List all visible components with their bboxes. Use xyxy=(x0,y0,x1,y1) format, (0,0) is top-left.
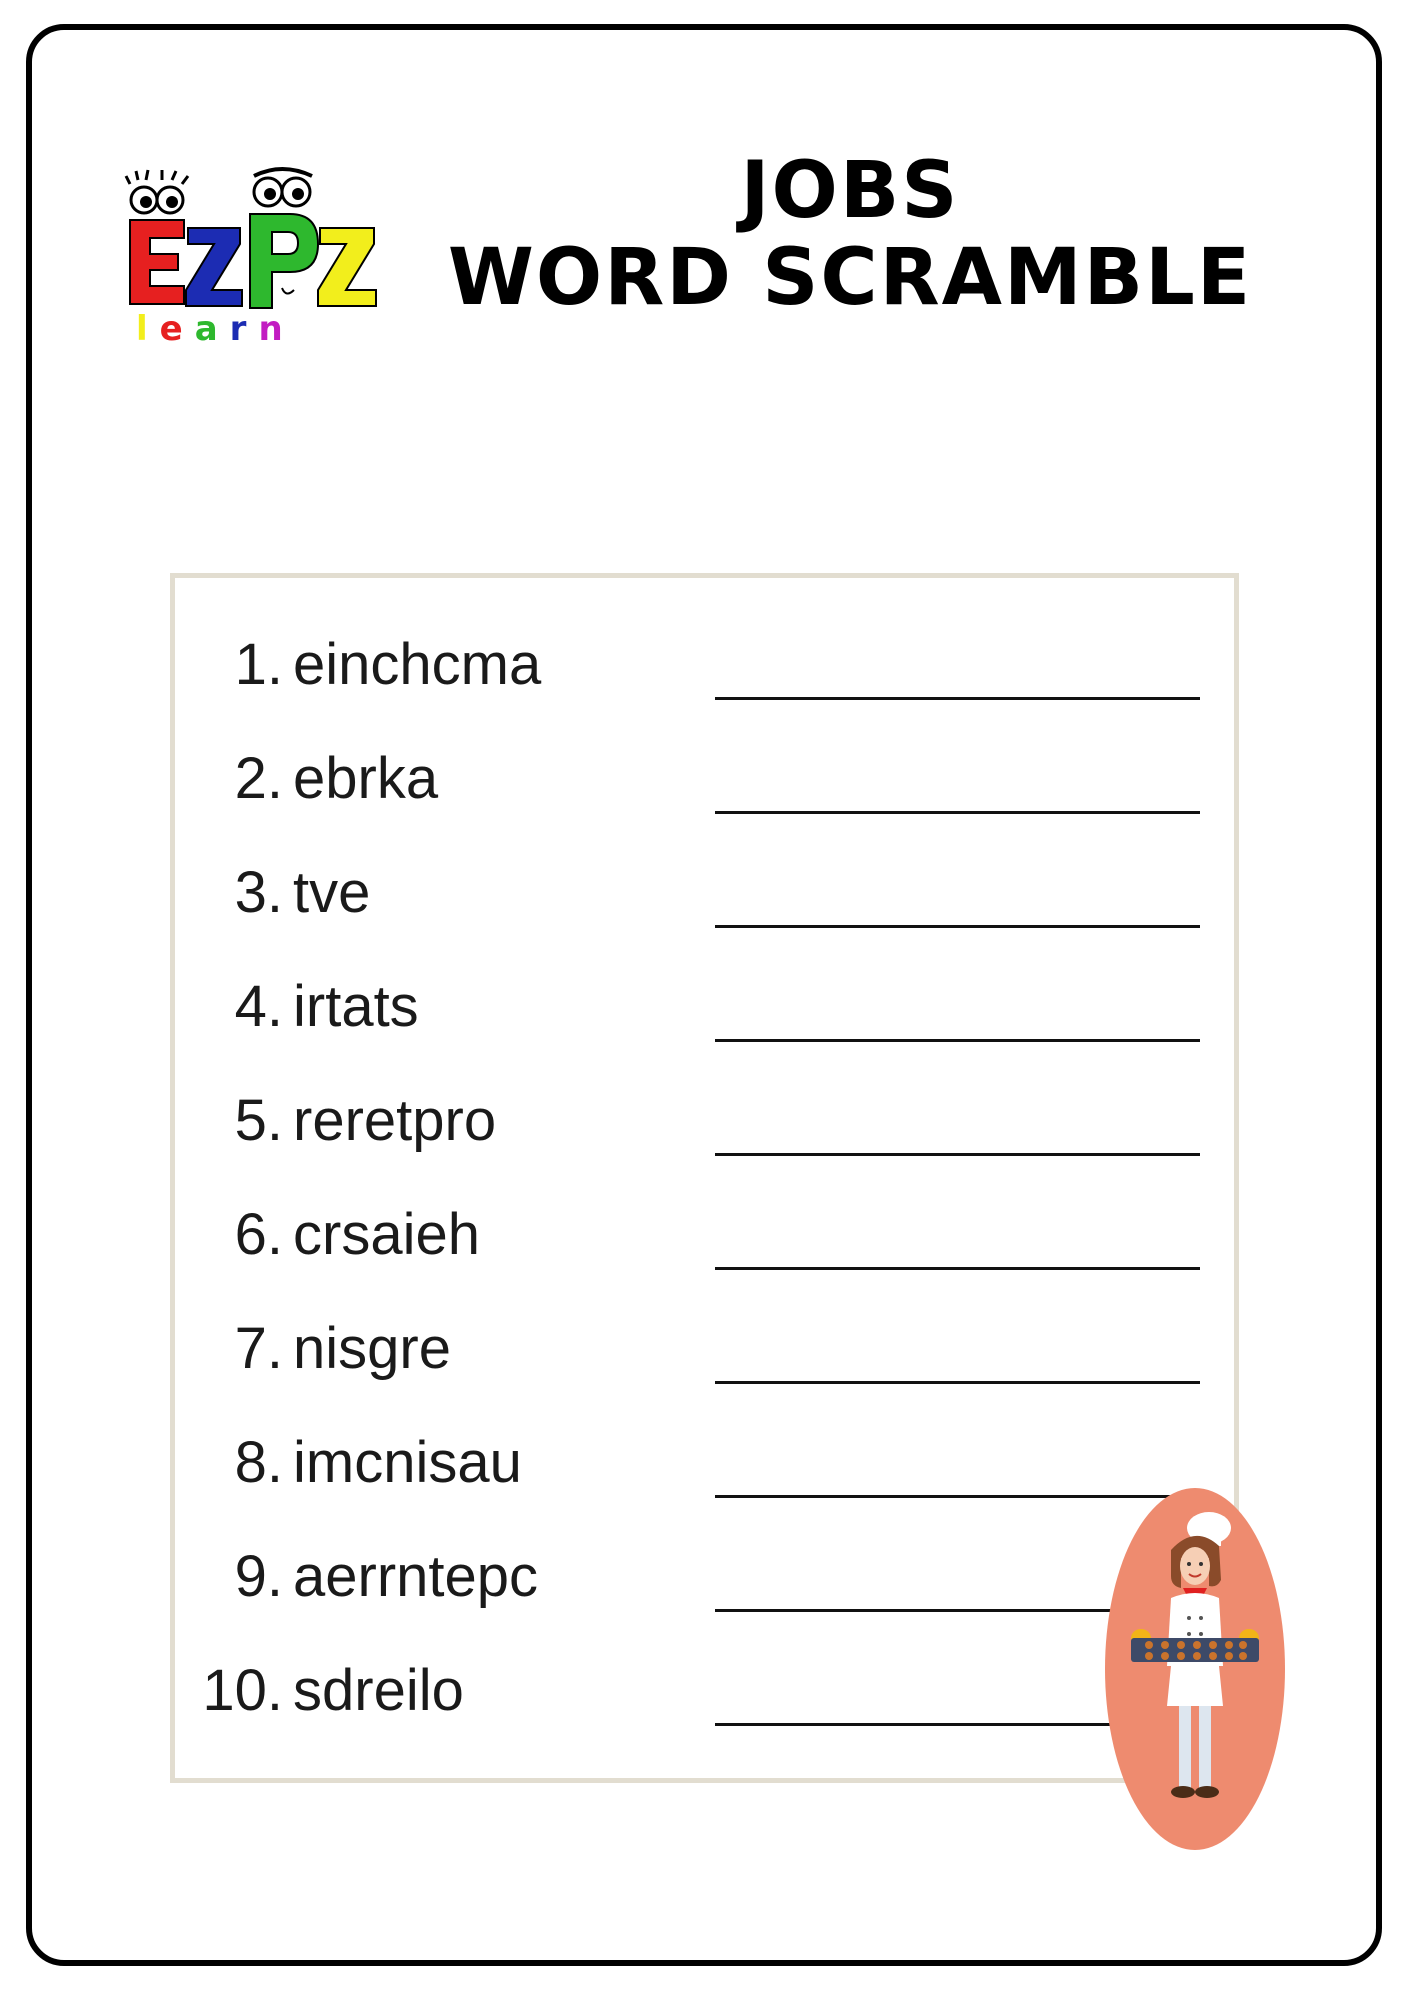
worksheet-title xyxy=(430,148,1270,323)
scrambled-word: irtats xyxy=(293,974,419,1039)
answer-line[interactable] xyxy=(715,811,1200,814)
list-item xyxy=(175,853,1215,933)
answer-line[interactable] xyxy=(715,1039,1200,1042)
item-number: 5. xyxy=(234,1088,283,1153)
list-item xyxy=(175,739,1215,819)
answer-line[interactable] xyxy=(715,697,1200,700)
logo-eyes-right-icon xyxy=(254,169,312,206)
item-number: 9. xyxy=(234,1544,283,1609)
scrambled-word: einchcma xyxy=(293,632,542,697)
item-number: 8. xyxy=(234,1430,283,1495)
title-line-1: JOBS xyxy=(740,146,960,236)
scrambled-word: ebrka xyxy=(293,746,439,811)
list-item xyxy=(175,1537,1215,1617)
answer-line[interactable] xyxy=(715,925,1200,928)
title-line-2: WORD SCRAMBLE xyxy=(447,233,1253,324)
item-number: 6. xyxy=(234,1202,283,1267)
list-item xyxy=(175,967,1215,1047)
scrambled-word: sdreilo xyxy=(293,1658,464,1723)
list-item xyxy=(175,1651,1215,1731)
list-item xyxy=(175,625,1215,705)
scrambled-word: aerrntepc xyxy=(293,1544,539,1609)
answer-line[interactable] xyxy=(715,1153,1200,1156)
svg-text:learn: learn xyxy=(136,309,295,348)
list-item xyxy=(175,1309,1215,1389)
answer-line[interactable] xyxy=(715,1381,1200,1384)
item-number: 1. xyxy=(234,632,283,697)
item-number: 3. xyxy=(234,860,283,925)
scrambled-word: nisgre xyxy=(293,1316,451,1381)
list-item xyxy=(175,1195,1215,1275)
list-item xyxy=(175,1423,1215,1503)
scrambled-word: imcnisau xyxy=(293,1430,522,1495)
item-number: 7. xyxy=(234,1316,283,1381)
logo-eyes-left-icon xyxy=(126,170,188,213)
item-number: 4. xyxy=(234,974,283,1039)
scrambled-word: reretpro xyxy=(293,1088,497,1153)
ezpz-learn-logo-icon xyxy=(122,158,382,348)
scrambled-word: tve xyxy=(293,860,371,925)
item-number: 2. xyxy=(234,746,283,811)
chef-with-cookie-tray-icon xyxy=(1105,1488,1285,1850)
list-item xyxy=(175,1081,1215,1161)
scrambled-word: crsaieh xyxy=(293,1202,480,1267)
item-number: 10. xyxy=(202,1658,283,1723)
answer-line[interactable] xyxy=(715,1267,1200,1270)
